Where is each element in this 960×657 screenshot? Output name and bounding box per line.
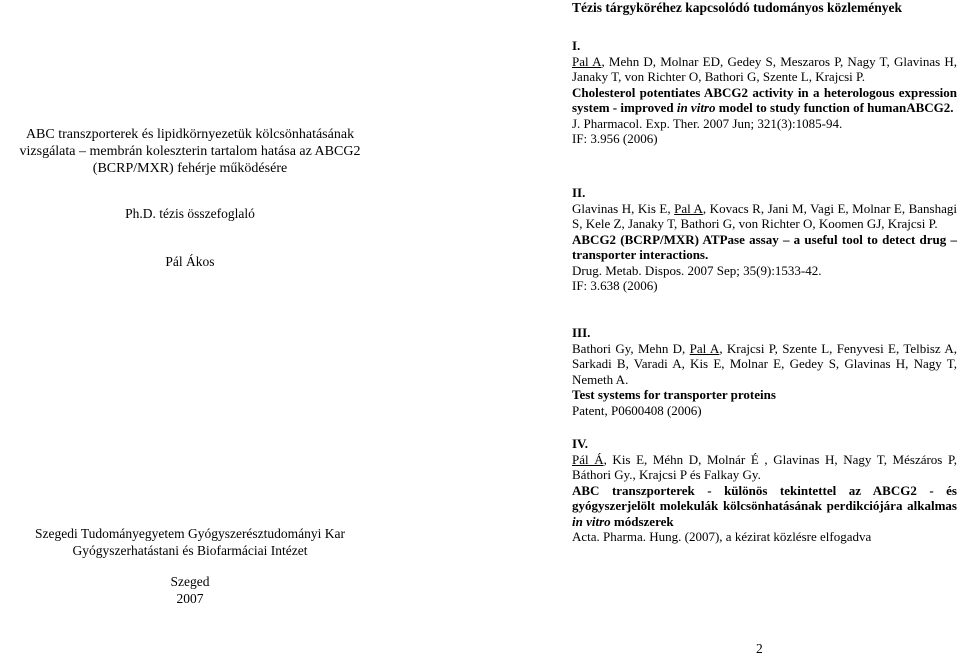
own-author-name: Pal A — [674, 200, 703, 216]
author-list: , Kovacs R, Jani M, Vagi E, Molnar E, Banshagi S, Kele Z, Janaky T, Bathori G, von Richter O, Koomen GJ, Krajcsi P. — [572, 200, 957, 231]
publication-journal: Acta. Pharma. Hung. (2007), a kézirat közlésre elfogadva — [572, 529, 872, 544]
city-year — [0, 573, 380, 607]
publication-item — [572, 436, 957, 545]
author-list: Bathori Gy, Mehn D, — [572, 340, 690, 356]
author-list: , Krajcsi P, Szente L, Fenyvesi E, Telbisz A, Sarkadi B, Varadi A, Kis E, Molnar E, Gedey S, Glavinas H, Nagy T, Nemeth A. — [572, 340, 957, 387]
author-list: , Kis E, Méhn D, Molnár É , Glavinas H, Nagy T, Mészáros P, Báthori Gy., Krajcsi P és Falkay Gy. — [572, 451, 957, 482]
author-list: , Mehn D, Molnar ED, Gedey S, Meszaros P, Nagy T, Glavinas H, Janaky T, von Richter O, Bathori G, Szente L, Krajcsi P. — [572, 53, 957, 84]
publication-title — [572, 85, 957, 116]
page-number: 2 — [756, 641, 763, 656]
institute-line: Szegedi Tudományegyetem Gyógyszerésztudományi Kar — [34, 526, 346, 541]
city: Szeged — [170, 574, 210, 589]
own-author-name: Pal A — [572, 53, 602, 69]
title-part: ABC transzporterek - különös tekintettel az ABCG2 - és gyógyszerjelölt molekulák kölcsönhatásának perdikciójára alkalmas — [572, 482, 957, 513]
publication-number: III. — [572, 325, 591, 340]
thesis-title-line: (BCRP/MXR) fehérje működésére — [92, 161, 288, 176]
publication-impact: IF: 3.638 (2006) — [572, 278, 658, 293]
publication-authors — [572, 341, 957, 388]
publication-item — [572, 38, 957, 147]
publication-journal: Patent, P0600408 (2006) — [572, 402, 702, 418]
publication-number: II. — [572, 185, 586, 200]
year: 2007 — [176, 591, 204, 606]
title-italic: in vitro — [572, 513, 611, 529]
thesis-title-line: vizsgálata – membrán koleszterin tartalom hatása az ABCG2 — [19, 144, 361, 159]
thesis-title — [0, 126, 380, 177]
publication-authors — [572, 201, 957, 232]
thesis-title-line: ABC transzporterek és lipidkörnyezetük kölcsönhatásának — [25, 127, 355, 142]
publication-title: ABCG2 (BCRP/MXR) ATPase assay – a useful tool to detect drug – transporter interactions. — [572, 231, 957, 262]
title-part: model to study function of humanABCG2. — [715, 100, 954, 115]
publication-number: IV. — [572, 436, 589, 451]
title-part: Cholesterol potentiates ABCG2 activity in a heterologous expression system - improved — [572, 84, 957, 115]
title-part: módszerek — [610, 513, 674, 529]
publication-authors — [572, 452, 957, 483]
thesis-author: Pál Ákos — [165, 254, 215, 269]
title-italic: in vitro — [676, 100, 716, 115]
institute-line: Gyógyszerhatástani és Biofarmáciai Intézet — [72, 543, 308, 558]
own-author-name: Pál Á — [572, 451, 604, 467]
own-author-name: Pal A — [689, 340, 720, 356]
thesis-type: Ph.D. tézis összefoglaló — [125, 206, 255, 221]
publication-journal: J. Pharmacol. Exp. Ther. 2007 Jun; 321(3):1085-94. — [572, 115, 843, 131]
publication-title: Test systems for transporter proteins — [572, 387, 776, 402]
publication-number: I. — [572, 38, 581, 53]
publication-impact: IF: 3.956 (2006) — [572, 131, 658, 146]
publication-title — [572, 483, 957, 530]
publications-header: Tézis tárgyköréhez kapcsolódó tudományos közlemények — [572, 0, 902, 15]
publication-item — [572, 325, 957, 418]
publication-journal: Drug. Metab. Dispos. 2007 Sep; 35(9):1533-42. — [572, 262, 822, 278]
institute — [0, 525, 380, 559]
publication-authors — [572, 54, 957, 85]
author-list: Glavinas H, Kis E, — [572, 200, 675, 216]
publication-item — [572, 185, 957, 294]
